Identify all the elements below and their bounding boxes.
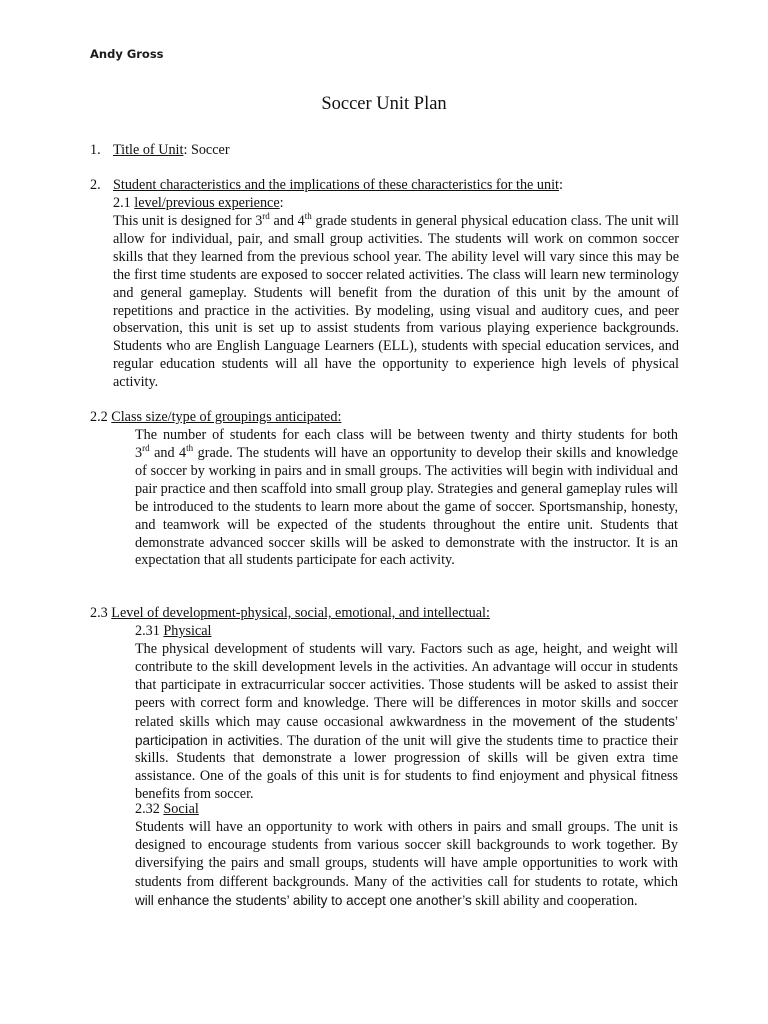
section-2-1-sep: : xyxy=(279,195,284,211)
section-2-1-text-c: grade students in general physical education class. The unit will allow for individual, pair, and small group activities. The students will work on common soccer skills that they learned from the previous school year. The ability level will vary since this may be the first time students are exposed to soccer related activities. The class will learn new terminology and general gameplay. Students will benefit from the duration of this unit by the amount of repetitions and practice in the activities. By modeling, using visual and auditory cues, and peer observation, this unit is set up to assist students from various playing experience backgrounds. Students who are English Language Learners (ELL), students with special education services, and regular education students will all have the opportunity to experience high levels of physical activity. xyxy=(113,213,679,391)
section-2-1-text-a: This unit is designed for 3 xyxy=(113,213,263,229)
superscript-rd: rd xyxy=(142,443,150,453)
section-2-32-text-a: Students will have an opportunity to work with others in pairs and small groups. The unit is designed to encourage students from various soccer skill backgrounds to work together. By diversifying the pairs and small groups, students will have ample opportunities to work with students from different backgrounds. Many of the activities call for students to rotate, which xyxy=(135,819,678,890)
section-2-1-text-b: and 4 xyxy=(269,213,305,229)
section-2-2-text-c: grade. The students will have an opportunity to develop their skills and knowledge of soccer by working in pairs and in small groups. The activities will begin with individual and pair practice and then scaffold into small group play. Strategies and general gameplay rules will be introduced to the students to learn more about the game of soccer. Sportsmanship, honesty, and teamwork will be expected of the students throughout the entire unit. Students that demonstrate advanced soccer skills will be asked to demonstrate with the instructor. It is an expectation that all students participate for each activity. xyxy=(135,445,678,569)
item-1-value: Soccer xyxy=(187,142,230,158)
section-2-31-paragraph xyxy=(135,641,678,804)
section-2-2-paragraph xyxy=(135,445,678,570)
section-2-32-text-b: skill ability and cooperation. xyxy=(471,892,638,909)
section-2-32-label: Social xyxy=(163,801,199,817)
section-2-31-label: Physical xyxy=(163,623,212,639)
section-2-31-number: 2.31 xyxy=(135,623,164,639)
section-2-2-first-line: The number of students for each class will be between twenty and thirty students for both xyxy=(135,427,678,443)
section-2-2-label: Class size/type of groupings anticipated: xyxy=(111,409,342,425)
item-2-label: Student characteristics and the implications of these characteristics for the unit xyxy=(113,177,559,193)
section-2-31-text-b: The duration of the unit will give the students time to practice their skills. Students that demonstrate a lower progression of skills will be given extra time assistance. One of the goals of this unit is for students to find enjoyment and physical fitness benefits from soccer. xyxy=(135,732,678,803)
section-2-3-heading xyxy=(90,605,690,623)
section-2-3-label: Level of development-physical, social, emotional, and intellectual: xyxy=(111,605,490,621)
superscript-rd: rd xyxy=(262,211,270,221)
section-2-2-heading xyxy=(90,409,690,427)
section-2-31-text-alt: movement of the students’ participation in activities. xyxy=(135,713,678,748)
section-2-32-text-alt: will enhance the students’ ability to accept one another’s xyxy=(135,892,472,908)
section-2-32-number: 2.32 xyxy=(135,801,164,817)
item-1-number: 1. xyxy=(90,142,101,158)
author-name: Andy Gross xyxy=(90,47,164,61)
section-2-2-text-b: and 4 xyxy=(149,445,187,461)
section-2-1-number: 2.1 xyxy=(113,195,135,211)
section-2-31-heading xyxy=(135,623,675,641)
superscript-th: th xyxy=(304,211,312,221)
section-2-31-text-a: The physical development of students will vary. Factors such as age, height, and weight will contribute to the skill development levels in the activities. An advantage will occur in students that participate in extracurricular soccer activities. Those students will be asked to assist their peers with correct form and knowledge. There will be differences in motor skills and soccer related skills which may cause occasional awkwardness in the xyxy=(135,641,678,730)
item-2-sep: : xyxy=(558,177,563,193)
section-2-1-paragraph xyxy=(113,213,679,392)
item-1-sep: : xyxy=(183,142,188,158)
section-2-32-heading xyxy=(135,801,675,819)
section-2-1-heading xyxy=(113,195,683,213)
section-2-3-number: 2.3 xyxy=(90,605,112,621)
section-2-2-number: 2.2 xyxy=(90,409,112,425)
item-2-number: 2. xyxy=(90,177,101,193)
section-2-32-paragraph xyxy=(135,819,678,911)
superscript-th: th xyxy=(186,443,194,453)
item-1 xyxy=(90,142,690,160)
section-2-2-text-a: 3 xyxy=(135,445,143,461)
document-title: Soccer Unit Plan xyxy=(321,94,447,114)
section-2-1-label: level/previous experience xyxy=(134,195,280,211)
item-2 xyxy=(90,177,690,195)
item-1-label: Title of Unit xyxy=(113,142,184,158)
